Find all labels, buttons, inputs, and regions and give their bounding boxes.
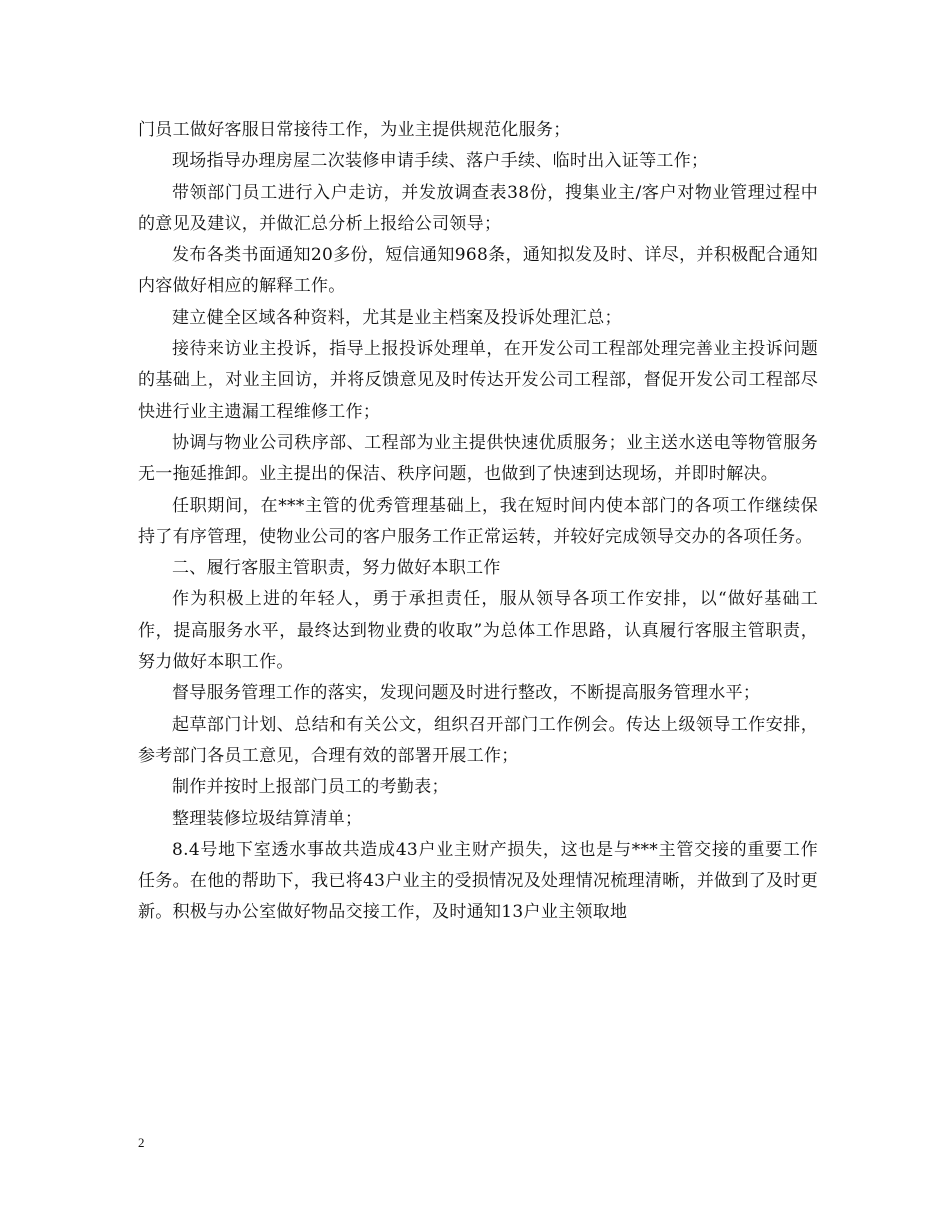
paragraph: 协调与物业公司秩序部、工程部为业主提供快速优质服务；业主送水送电等物管服务无一拖延推卸。业主提出的保洁、秩序问题，也做到了快速到达现场，并即时解决。	[138, 432, 818, 485]
document-body	[138, 115, 818, 929]
paragraph: 整理装修垃圾结算清单；	[172, 808, 363, 829]
section-heading: 二、履行客服主管职责，努力做好本职工作	[172, 558, 501, 579]
paragraph: 作为积极上进的年轻人，勇于承担责任，服从领导各项工作安排，以“做好基础工作，提高服务水平，最终达到物业费的收取”为总体工作思路，认真履行客服主管职责，努力做好本职工作。	[138, 589, 818, 673]
paragraph: 门员工做好客服日常接待工作，为业主提供规范化服务；	[138, 120, 571, 140]
paragraph: 8.4号地下室透水事故共造成43户业主财产损失，这也是与***主管交接的重要工作任务。在他的帮助下，我已将43户业主的受损情况及处理情况梳理清晰，并做到了及时更新。积极与办公室做好物品交接工作，及时通知13户业主领取地	[138, 839, 818, 923]
paragraph: 制作并按时上报部门员工的考勤表；	[172, 777, 449, 798]
paragraph: 带领部门员工进行入户走访，并发放调查表38份，搜集业主/客户对物业管理过程中的意见及建议，并做汇总分析上报给公司领导；	[138, 182, 818, 234]
paragraph: 起草部门计划、总结和有关公文，组织召开部门工作例会。传达上级领导工作安排，参考部门各员工意见，合理有效的部署开展工作；	[138, 714, 818, 766]
paragraph: 现场指导办理房屋二次装修申请手续、落户手续、临时出入证等工作；	[172, 151, 709, 172]
paragraph: 接待来访业主投诉，指导上报投诉处理单，在开发公司工程部处理完善业主投诉问题的基础上，对业主回访，并将反馈意见及时传达开发公司工程部，督促开发公司工程部尽快进行业主遗漏工程维修工作；	[138, 339, 818, 422]
paragraph: 督导服务管理工作的落实，发现问题及时进行整改，不断提高服务管理水平；	[172, 683, 761, 704]
paragraph: 任职期间，在***主管的优秀管理基础上，我在短时间内使本部门的各项工作继续保持了有序管理，使物业公司的客户服务工作正常运转，并较好完成领导交办的各项任务。	[138, 495, 818, 547]
paragraph: 发布各类书面通知20多份，短信通知968条，通知拟发及时、详尽，并积极配合通知内容做好相应的解释工作。	[138, 245, 818, 297]
page-number: 2	[138, 1135, 145, 1150]
paragraph: 建立健全区域各种资料，尤其是业主档案及投诉处理汇总；	[172, 307, 622, 328]
